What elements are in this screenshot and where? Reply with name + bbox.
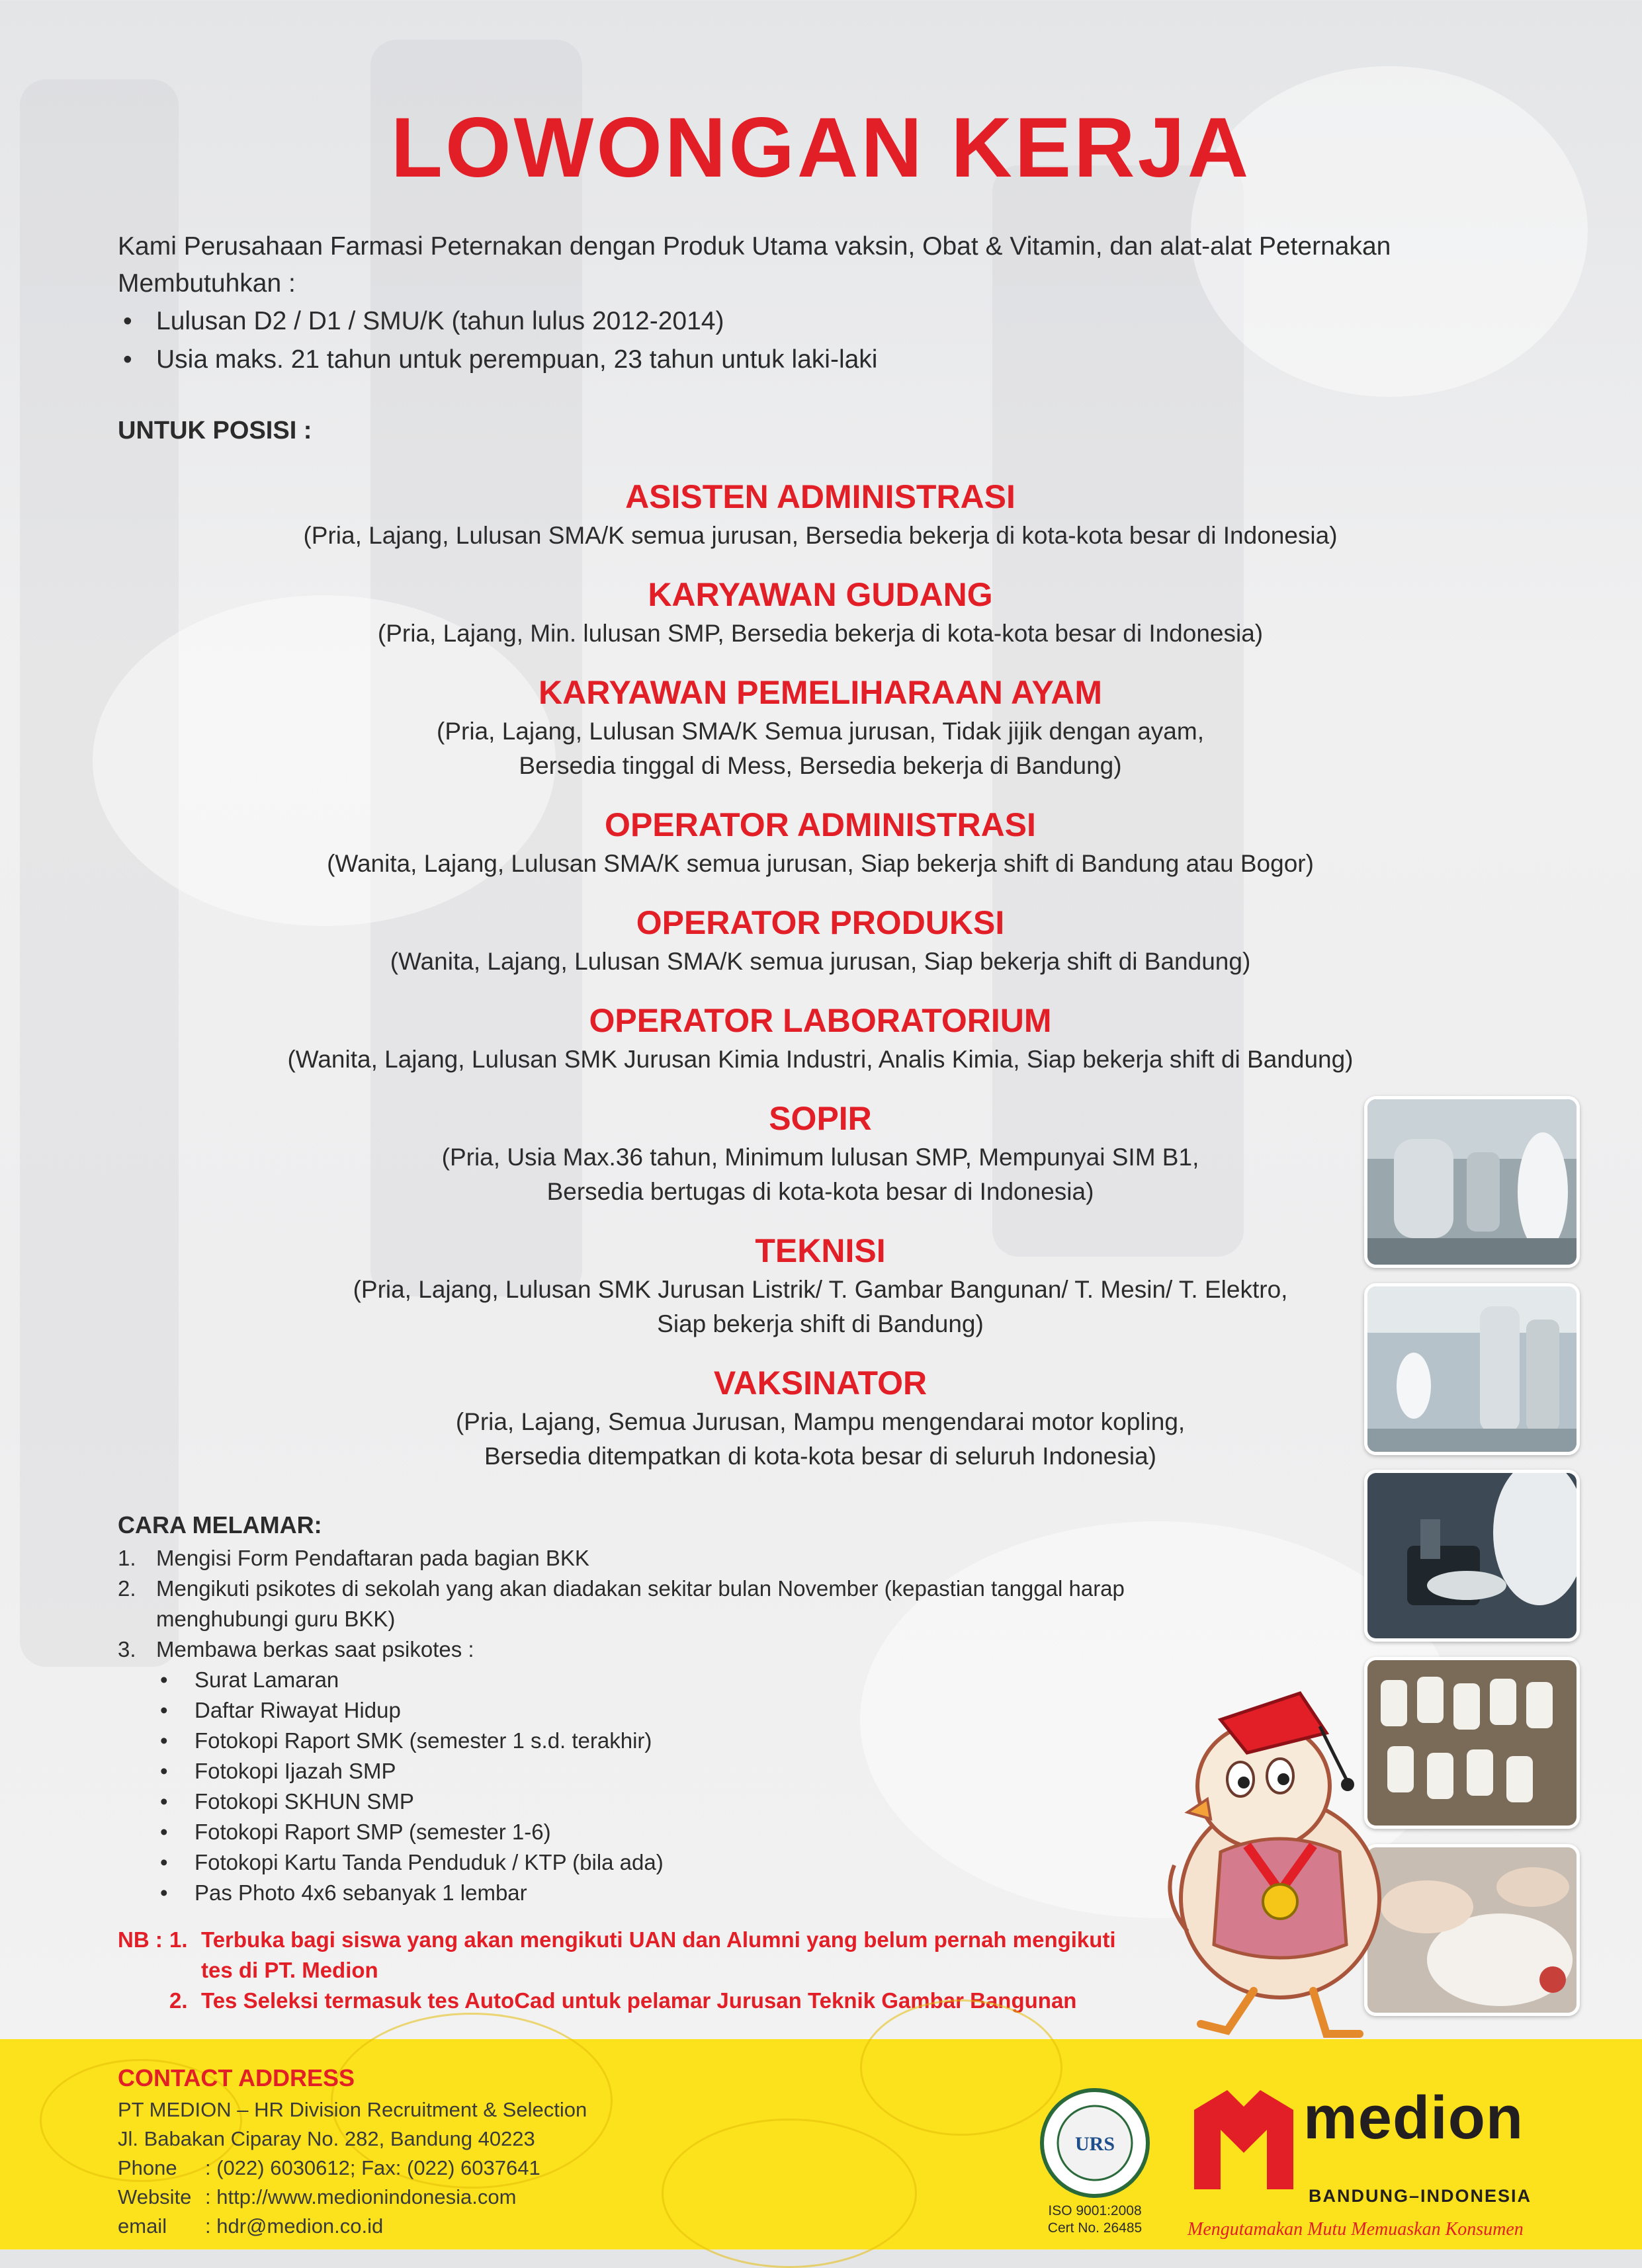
position-item bbox=[198, 1229, 1442, 1341]
intro-line: Membutuhkan : bbox=[118, 269, 296, 298]
position-desc: (Wanita, Lajang, Lulusan SMA/K semua jurusan, Siap bekerja shift di Bandung) bbox=[390, 948, 1251, 975]
iso-certification bbox=[1039, 2087, 1151, 2237]
position-title: OPERATOR ADMINISTRASI bbox=[605, 806, 1036, 843]
phone-value: : (022) 6030612; Fax: (022) 6037641 bbox=[205, 2156, 540, 2179]
position-title: SOPIR bbox=[769, 1100, 872, 1137]
position-desc: (Wanita, Lajang, Lulusan SMK Jurusan Kimia Industri, Analis Kimia, Siap bekerja shift di Bandung) bbox=[287, 1046, 1354, 1073]
lab-photo-illustration bbox=[1367, 1099, 1577, 1265]
email-value[interactable]: : hdr@medion.co.id bbox=[205, 2214, 384, 2238]
requirement-item: • Lulusan D2 / D1 / SMU/K (tahun lulus 2012-2014) bbox=[118, 302, 1560, 341]
position-item bbox=[198, 1097, 1442, 1209]
document-item: • Fotokopi Kartu Tanda Penduduk / KTP (bila ada) bbox=[156, 1847, 1176, 1878]
document-item: • Daftar Riwayat Hidup bbox=[156, 1695, 1176, 1726]
note-text: Terbuka bagi siswa yang akan mengikuti UAN dan Alumni yang belum pernah mengikuti tes di PT. Medion bbox=[201, 1927, 1116, 1982]
steps-list bbox=[118, 1543, 1176, 1665]
position-desc: (Pria, Lajang, Lulusan SMK Jurusan Listrik/ T. Gambar Bangunan/ T. Mesin/ T. Elektro, bbox=[353, 1276, 1288, 1303]
photo-microscope bbox=[1364, 1470, 1580, 1642]
document-item: • Surat Lamaran bbox=[156, 1665, 1176, 1695]
contact-address-line: Jl. Babakan Ciparay No. 282, Bandung 40223 bbox=[118, 2127, 535, 2150]
iso-cert-number: Cert No. 26485 bbox=[1047, 2220, 1143, 2236]
contact-address bbox=[118, 2064, 587, 2241]
brand-subtitle: BANDUNG–INDONESIA bbox=[1309, 2186, 1532, 2206]
note-label: NB : bbox=[118, 1927, 163, 1952]
documents-list bbox=[118, 1665, 1176, 1908]
contact-heading: CONTACT ADDRESS bbox=[118, 2064, 355, 2091]
step-text: Mengikuti psikotes di sekolah yang akan diadakan sekitar bulan November (kepastian tanggal harap menghubungi guru BKK) bbox=[156, 1576, 1125, 1631]
how-to-apply bbox=[118, 1510, 1176, 1908]
microscope-photo-illustration bbox=[1367, 1473, 1577, 1638]
position-desc: Siap bekerja shift di Bandung) bbox=[657, 1310, 984, 1337]
position-title: VAKSINATOR bbox=[713, 1365, 928, 1402]
position-desc: Bersedia bertugas di kota-kota besar di Indonesia) bbox=[546, 1178, 1094, 1205]
position-title: KARYAWAN PEMELIHARAAN AYAM bbox=[539, 674, 1102, 711]
document-item: • Fotokopi Raport SMK (semester 1 s.d. terakhir) bbox=[156, 1726, 1176, 1756]
contact-email-row bbox=[118, 2212, 587, 2241]
position-title: TEKNISI bbox=[755, 1232, 886, 1269]
phone-label: Phone bbox=[118, 2156, 177, 2179]
position-item bbox=[198, 1361, 1442, 1474]
position-desc: Bersedia ditempatkan di kota-kota besar di seluruh Indonesia) bbox=[484, 1443, 1157, 1470]
position-desc: Bersedia tinggal di Mess, Bersedia bekerja di Bandung) bbox=[519, 752, 1122, 779]
website-label: Website bbox=[118, 2185, 192, 2208]
step-text: Mengisi Form Pendaftaran pada bagian BKK bbox=[156, 1546, 589, 1570]
production-photo-illustration bbox=[1367, 1286, 1577, 1452]
requirement-item: • Usia maks. 21 tahun untuk perempuan, 23 tahun untuk laki-laki bbox=[118, 341, 1560, 379]
iso-seal-text: URS bbox=[1074, 2133, 1115, 2155]
contact-company: PT MEDION – HR Division Recruitment & Selection bbox=[118, 2098, 587, 2121]
position-title: KARYAWAN GUDANG bbox=[648, 576, 993, 613]
step-number: 3. bbox=[118, 1637, 136, 1661]
intro bbox=[118, 228, 1560, 379]
position-title: ASISTEN ADMINISTRASI bbox=[625, 478, 1015, 515]
position-desc: (Pria, Usia Max.36 tahun, Minimum lulusan SMP, Mempunyai SIM B1, bbox=[441, 1144, 1199, 1171]
mascot-chicken-illustration bbox=[1148, 1680, 1412, 2050]
photo-lab-operator bbox=[1364, 1096, 1580, 1268]
position-desc: (Pria, Lajang, Semua Jurusan, Mampu mengendarai motor kopling, bbox=[455, 1408, 1186, 1435]
positions-list bbox=[198, 475, 1442, 1493]
step-item bbox=[118, 1634, 1176, 1665]
website-value[interactable]: : http://www.medionindonesia.com bbox=[205, 2185, 517, 2208]
document-item: • Fotokopi SKHUN SMP bbox=[156, 1786, 1176, 1817]
position-desc: (Wanita, Lajang, Lulusan SMA/K semua jurusan, Siap bekerja shift di Bandung atau Bogor) bbox=[327, 850, 1314, 877]
document-item: • Fotokopi Ijazah SMP bbox=[156, 1756, 1176, 1786]
position-desc: (Pria, Lajang, Lulusan SMA/K Semua jurusan, Tidak jijik dengan ayam, bbox=[437, 718, 1204, 745]
position-item bbox=[198, 999, 1442, 1077]
position-item bbox=[198, 671, 1442, 783]
contact-phone-row bbox=[118, 2154, 587, 2183]
position-title: OPERATOR PRODUKSI bbox=[636, 904, 1005, 941]
position-desc: (Pria, Lajang, Lulusan SMA/K semua jurusan, Bersedia bekerja di kota-kota besar di Indonesia) bbox=[303, 522, 1338, 549]
brand-name: medion bbox=[1303, 2084, 1524, 2152]
position-item bbox=[198, 901, 1442, 979]
note-number: 2. bbox=[169, 1988, 188, 2013]
intro-line: Kami Perusahaan Farmasi Peternakan dengan Produk Utama vaksin, Obat & Vitamin, dan alat-alat Peternakan bbox=[118, 232, 1391, 261]
photo-production-room bbox=[1364, 1283, 1580, 1455]
brand-tagline: Mengutamakan Mutu Memuaskan Konsumen bbox=[1188, 2219, 1524, 2240]
position-item bbox=[198, 475, 1442, 553]
note-number: 1. bbox=[169, 1927, 188, 1952]
positions-heading: UNTUK POSISI : bbox=[118, 417, 312, 444]
iso-seal-icon bbox=[1039, 2087, 1151, 2199]
position-desc: (Pria, Lajang, Min. lulusan SMP, Bersedia bekerja di kota-kota besar di Indonesia) bbox=[377, 620, 1264, 647]
iso-standard: ISO 9001:2008 bbox=[1048, 2203, 1142, 2218]
step-item bbox=[118, 1574, 1176, 1634]
how-to-apply-heading: CARA MELAMAR: bbox=[118, 1511, 322, 1538]
email-label: email bbox=[118, 2214, 167, 2238]
note-text: Tes Seleksi termasuk tes AutoCad untuk pelamar Jurusan Teknik Gambar Bangunan bbox=[201, 1988, 1077, 2013]
step-item bbox=[118, 1543, 1176, 1574]
position-item bbox=[198, 803, 1442, 881]
page-title: LOWONGAN KERJA bbox=[390, 101, 1252, 195]
contact-website-row bbox=[118, 2183, 587, 2212]
position-item bbox=[198, 573, 1442, 651]
note-item bbox=[118, 1925, 1123, 1986]
requirements-list bbox=[118, 302, 1560, 379]
step-number: 1. bbox=[118, 1546, 136, 1570]
document-item: • Fotokopi Raport SMP (semester 1-6) bbox=[156, 1817, 1176, 1847]
position-title: OPERATOR LABORATORIUM bbox=[589, 1002, 1052, 1039]
mascot-chicken-svg bbox=[1148, 1680, 1412, 2050]
step-text: Membawa berkas saat psikotes : bbox=[156, 1637, 474, 1661]
medion-logo-mark-icon bbox=[1188, 2083, 1300, 2196]
step-number: 2. bbox=[118, 1576, 136, 1601]
document-item: • Pas Photo 4x6 sebanyak 1 lembar bbox=[156, 1878, 1176, 1908]
